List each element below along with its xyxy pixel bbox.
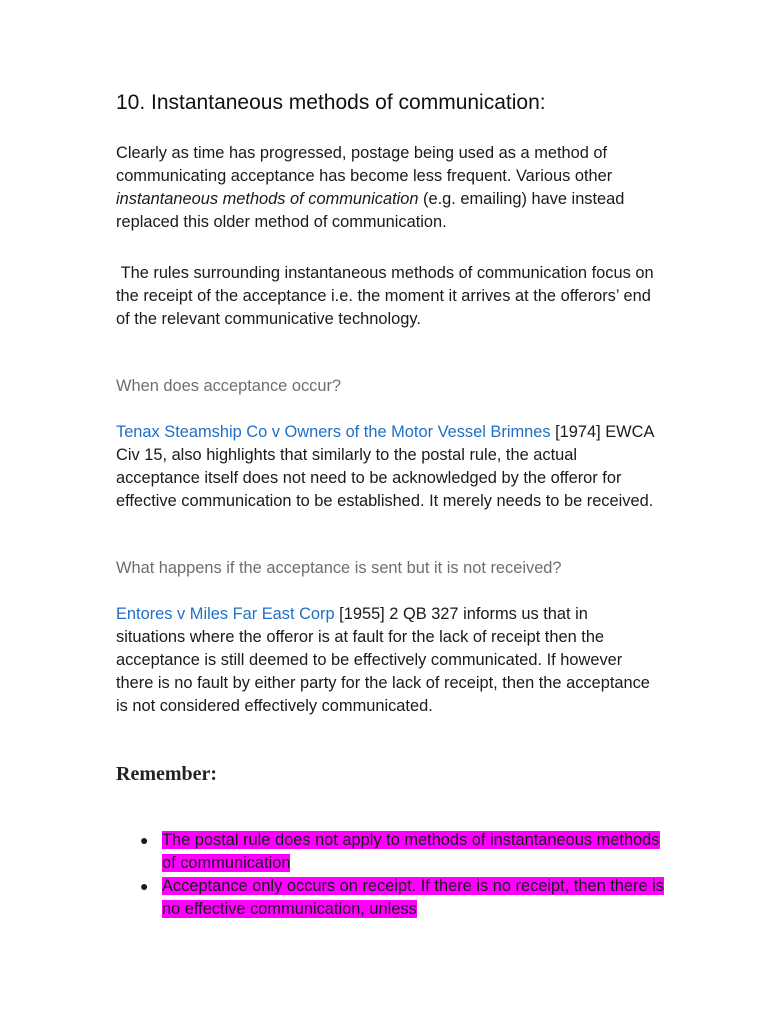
case-text-entores: [1955] 2 QB 327 informs us that in situations where the offeror is at fault for the lack of receipt then the acceptance is still deemed to be effectively communicated. If however there is no fault by either party for the lack of receipt, then the acceptance is not considered effectively communicated. bbox=[116, 605, 650, 715]
intro-paragraph bbox=[116, 142, 656, 234]
intro-text-start: Clearly as time has progressed, postage being used as a method of communicating acceptance has become less frequent. Various other bbox=[116, 144, 613, 185]
bullet-icon: ● bbox=[140, 878, 149, 894]
bullet-icon: ● bbox=[140, 832, 149, 848]
intro-italic-term: instantaneous methods of communication bbox=[116, 190, 419, 208]
case-link-brimnes[interactable]: Tenax Steamship Co v Owners of the Motor Vessel Brimnes bbox=[116, 423, 551, 441]
case-paragraph-entores bbox=[116, 603, 656, 718]
remember-list bbox=[136, 829, 676, 921]
case-text-brimnes: [1974] EWCA Civ 15, also highlights that similarly to the postal rule, the actual acceptance itself does not need to be acknowledged by the offeror for effective communication to be established. It merely needs to be received. bbox=[116, 423, 654, 510]
list-item bbox=[136, 875, 676, 921]
intro-text-end: (e.g. emailing) have instead replaced this older method of communication. bbox=[116, 190, 625, 231]
question-heading-acceptance: When does acceptance occur? bbox=[116, 377, 342, 395]
remember-heading: Remember: bbox=[116, 763, 218, 785]
list-item bbox=[136, 829, 676, 875]
case-paragraph-brimnes bbox=[116, 421, 656, 513]
rules-paragraph: The rules surrounding instantaneous methods of communication focus on the receipt of the acceptance i.e. the moment it arrives at the offerors’ end of the relevant communicative technology. bbox=[116, 264, 659, 328]
section-heading: 10. Instantaneous methods of communication: bbox=[116, 91, 546, 114]
case-link-entores[interactable]: Entores v Miles Far East Corp bbox=[116, 605, 335, 623]
highlighted-bullet-text: The postal rule does not apply to methods of instantaneous methods of communication bbox=[162, 831, 660, 872]
highlighted-bullet-text: Acceptance only occurs on receipt. If there is no receipt, then there is no effective communication, unless bbox=[162, 877, 665, 918]
question-heading-not-received: What happens if the acceptance is sent but it is not received? bbox=[116, 559, 562, 577]
